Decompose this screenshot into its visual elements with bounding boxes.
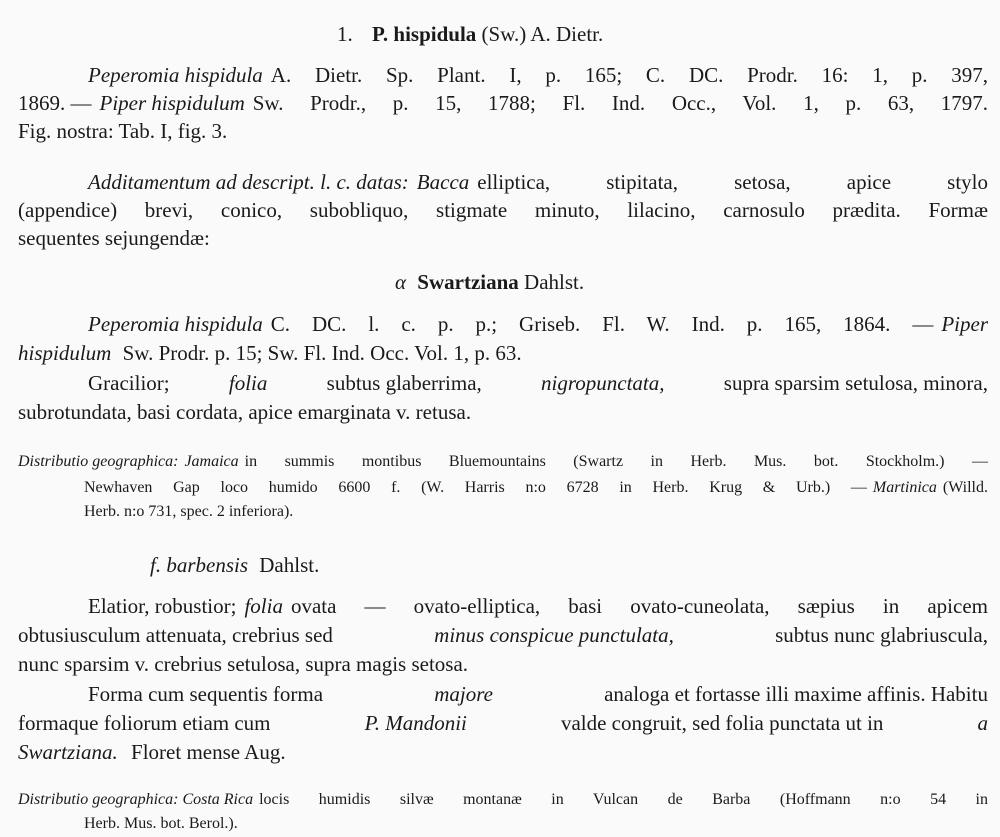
description-text: subtus nunc glabriuscula, (775, 623, 988, 647)
note-text: valde congruit, sed folia punctata ut in (560, 711, 884, 735)
variety-description-line-1 (88, 371, 988, 396)
forma-distribution-line-2 (84, 815, 238, 833)
variety-distribution-line-1 (18, 453, 988, 471)
additamentum-text: elliptica, stipitata, setosa, apice stylo (477, 170, 988, 194)
variety-synonymy-line-2 (18, 341, 522, 366)
description-text: nunc sparsim v. crebrius setulosa, supra magis setosa. (18, 652, 469, 676)
distribution-label: Distributio geographica: Costa Rica (18, 791, 254, 808)
synonymy-text: C. DC. l. c. p. p.; Griseb. Fl. W. Ind. p. 165, 1864. — (270, 312, 934, 336)
species-author: (Sw.) A. Dietr. (481, 22, 604, 46)
variety-reference: Swartziana. (18, 740, 118, 764)
forma-description-line-2 (18, 623, 988, 648)
species-name: P. hispidula (372, 22, 477, 46)
forma-description-line-3 (18, 652, 468, 677)
distribution-text: Newhaven Gap loco humido 6600 f. (W. Harris n:o 6728 in Herb. Krug & Urb.) — (84, 479, 867, 496)
description-text: Elatior, robustior; (88, 594, 237, 618)
variety-distribution-line-3 (84, 503, 293, 521)
variety-reference-letter: a (977, 711, 988, 735)
distribution-text: Herb. n:o 731, spec. 2 inferiora). (84, 503, 294, 520)
description-text: subrotundata, basi cordata, apice emarginata v. retusa. (18, 400, 472, 424)
synonym-name: Piper hispidulum (99, 91, 245, 115)
note-text: Forma cum sequentis forma (88, 682, 324, 706)
species-heading (337, 22, 603, 47)
term-nigropunctata: nigropunctata, (541, 371, 665, 395)
description-text: obtusiusculum attenuata, crebrius sed (18, 623, 333, 647)
synonymy-text: Sw. Prodr., p. 15, 1788; Fl. Ind. Occ., Vol. 1, p. 63, 1797. (252, 91, 988, 115)
synonymy-line-1 (88, 63, 988, 88)
description-text: ovata — ovato-elliptica, basi ovato-cuneolata, sæpius in apicem (290, 594, 988, 618)
synonym-name: Peperomia hispidula (88, 312, 263, 336)
description-text: supra sparsim setulosa, minora, (723, 371, 988, 395)
description-text: subtus glaberrima, (326, 371, 482, 395)
locality-jamaica: Jamaica (184, 453, 239, 470)
species-number: 1. (337, 22, 353, 46)
distribution-text: in summis montibus Bluemountains (Swartz in Herb. Mus. bot. Stockholm.) — (244, 453, 988, 470)
distribution-text: (Willd. (942, 479, 988, 496)
synonymy-line-3 (18, 119, 227, 144)
synonymy-text: Sw. Prodr. p. 15; Sw. Fl. Ind. Occ. Vol. 1, p. 63. (122, 341, 522, 365)
forma-note-line-1 (88, 682, 988, 707)
species-reference: P. Mandonii (364, 711, 467, 735)
forma-name: f. barbensis (150, 553, 249, 577)
synonym-name: hispidulum (18, 341, 112, 365)
variety-distribution-line-2 (84, 479, 988, 497)
note-text: Floret mense Aug. (131, 740, 286, 764)
forma-note-line-3 (18, 740, 286, 765)
distribution-label: Distributio geographica: (18, 453, 179, 470)
distribution-text: locis humidis silvæ montanæ in Vulcan de Barba (Hoffmann n:o 54 in (259, 791, 988, 808)
note-text: analoga et fortasse illi maxime affinis. Habitu (604, 682, 988, 706)
additamentum-line-3 (18, 226, 210, 251)
synonymy-text: A. Dietr. Sp. Plant. I, p. 165; C. DC. Prodr. 16: 1, p. 397, (270, 63, 988, 87)
distribution-text: Herb. Mus. bot. Berol.). (84, 815, 238, 832)
additamentum-line-2 (18, 198, 988, 223)
description-text: Gracilior; (88, 371, 170, 395)
variety-description-line-2 (18, 400, 471, 425)
variety-heading (395, 270, 584, 295)
figure-reference: Fig. nostra: Tab. I, fig. 3. (18, 119, 228, 143)
additamentum-label: Additamentum ad descript. l. c. datas: (88, 170, 409, 194)
term-bacca: Bacca (416, 170, 470, 194)
variety-synonymy-line-1 (88, 312, 988, 337)
additamentum-text: sequentes sejungendæ: (18, 226, 210, 250)
variety-greek-letter: α (395, 270, 407, 294)
variety-name: Swartziana (417, 270, 519, 294)
forma-distribution-line-1 (18, 791, 988, 809)
variety-author: Dahlst. (524, 270, 585, 294)
forma-heading (150, 553, 319, 578)
forma-author: Dahlst. (259, 553, 320, 577)
term-majore: majore (434, 682, 493, 706)
synonym-name: Piper (941, 312, 988, 336)
additamentum-line-1 (88, 170, 988, 195)
synonym-name: Peperomia hispidula (88, 63, 263, 87)
term-punctulata: minus conspicue punctulata, (434, 623, 674, 647)
forma-note-line-2 (18, 711, 988, 736)
term-folia: folia (228, 371, 268, 395)
forma-description-line-1 (88, 594, 988, 619)
synonymy-year: 1869. — (18, 91, 92, 115)
term-folia: folia (244, 594, 283, 618)
locality-martinica: Martinica (872, 479, 937, 496)
note-text: formaque foliorum etiam cum (18, 711, 271, 735)
synonymy-line-2 (18, 91, 988, 116)
additamentum-text: (appendice) brevi, conico, subobliquo, stigmate minuto, lilacino, carnosulo prædita. Formæ (18, 198, 988, 222)
